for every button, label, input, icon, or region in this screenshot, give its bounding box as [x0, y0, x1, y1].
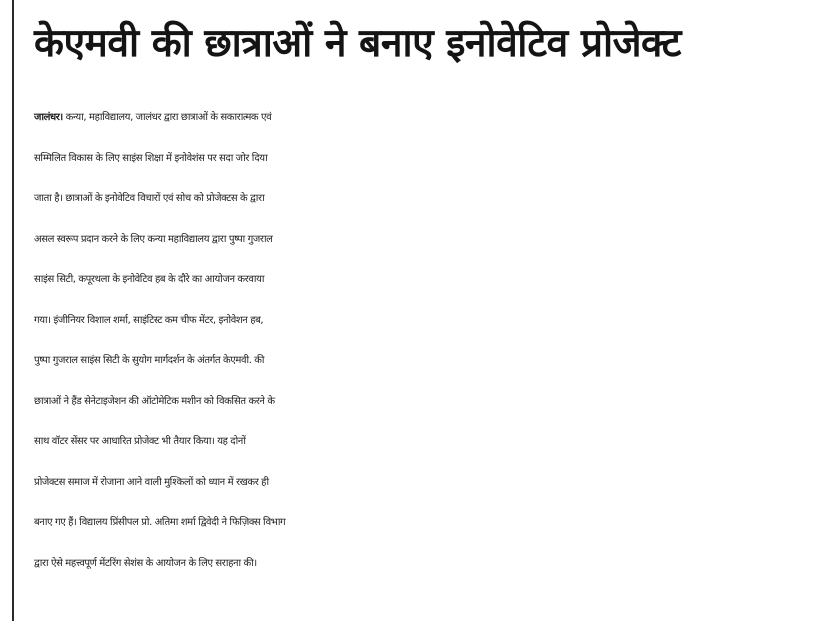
column-rule	[12, 0, 14, 621]
body-line-6: गया। इंजीनियर विशाल शर्मा, साइंटिस्ट कम चीफ मेंटर, इनोवेशन हब,	[34, 314, 264, 326]
body-line-5: साइंस सिटी, कपूरथला के इनोवेटिव हब के दौरे का आयोजन करवाया	[34, 274, 265, 285]
body-line-4: असल स्वरूप प्रदान करने के लिए कन्या महाविद्यालय द्वारा पुष्पा गुजराल	[34, 233, 273, 245]
body-line-2: सम्मिलित विकास के लिए साइंस शिक्षा में इनोवेशंस पर सदा जोर दिया	[34, 152, 268, 164]
body-line-12: द्वारा ऐसे महत्त्वपूर्ण मेंटरिंग सेशंस के आयोजन के लिए सराहना की।	[34, 557, 257, 569]
body-line-9: साथ वॉटर सेंसर पर आधारित प्रोजेक्ट भी तैयार किया। यह दोनों	[34, 436, 246, 447]
body-line-8: छात्राओं ने हैंड सेनेटाइजेशन की ऑटोमेटिक मशीन को विकसित करने के	[34, 395, 275, 407]
body-line-7: पुष्पा गुजराल साइंस सिटी के सुयोग मार्गदर्शन के अंतर्गत केएमवी. की	[34, 355, 265, 366]
body-line-3: जाता है। छात्राओं के इनोवेटिव विचारों एवं सोच को प्रोजेक्टस के द्वारा	[34, 193, 265, 204]
dateline: जालंधर।	[34, 112, 63, 123]
body-line-10: प्रोजेक्टस समाज में रोजाना आने वाली मुश्किलों को ध्यान में रखकर ही	[34, 476, 269, 488]
body-line-11: बनाए गए हैं। विद्यालय प्रिंसीपल प्रो. अतिमा शर्मा द्विवेदी ने फिज़िक्स विभाग	[34, 517, 286, 528]
article-body	[34, 98, 820, 584]
body-line-1	[34, 98, 820, 139]
body-line-1-text: कन्या, महाविद्यालय, जालंधर द्वारा छात्राओं के सकारात्मक एवं	[62, 112, 272, 123]
headline: केएमवी की छात्राओं ने बनाए इनोवेटिव प्रोजेक्ट	[34, 21, 681, 66]
